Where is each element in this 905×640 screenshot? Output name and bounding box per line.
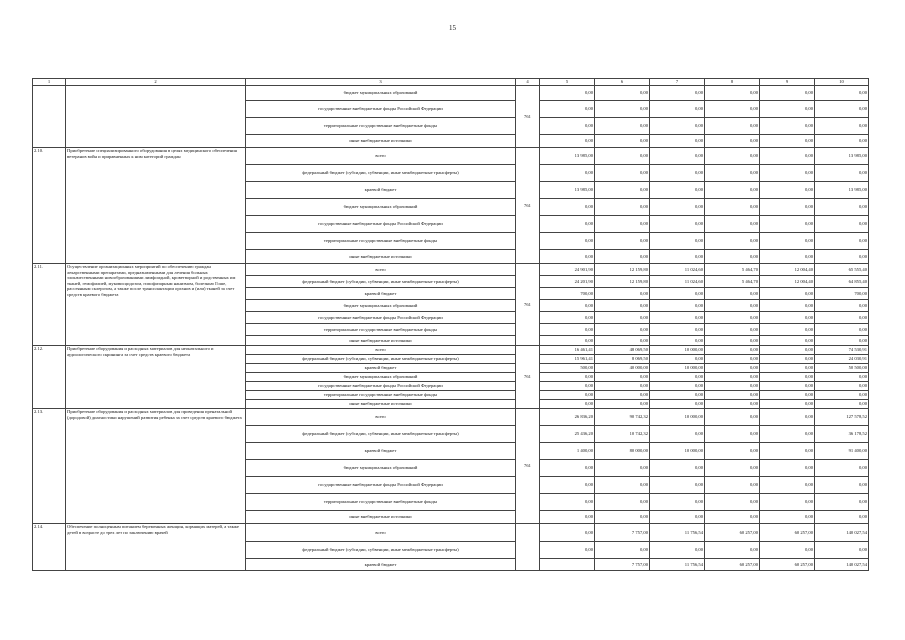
amount-cell: 5 464,70 — [705, 264, 760, 276]
amount-cell: 0,00 — [650, 101, 705, 118]
amount-cell: 0,00 — [650, 148, 705, 165]
amount-cell: 13 985,00 — [815, 148, 869, 165]
amount-cell: 0,00 — [540, 324, 595, 336]
item-name — [66, 86, 246, 148]
funding-source: краевой бюджет — [246, 559, 516, 571]
amount-cell: 0,00 — [595, 165, 650, 182]
amount-cell: 0,00 — [815, 511, 869, 524]
amount-cell: 0,00 — [540, 400, 595, 409]
amount-cell: 0,00 — [650, 511, 705, 524]
item-name: Приобретение оборудования и расходных материалов для неонатального и аудиологического скрининга за счет средств краевого бюджета — [66, 346, 246, 409]
amount-cell: 60 257,00 — [760, 559, 815, 571]
executor-code: 761 — [516, 409, 540, 524]
amount-cell: 0,00 — [650, 400, 705, 409]
funding-source: государственные внебюджетные фонды Российской Федерации — [246, 477, 516, 494]
amount-cell: 0,00 — [815, 391, 869, 400]
amount-cell: 0,00 — [760, 165, 815, 182]
amount-cell: 0,00 — [650, 324, 705, 336]
amount-cell: 0,00 — [705, 312, 760, 324]
amount-cell: 0,00 — [595, 373, 650, 382]
table-row — [33, 264, 869, 276]
amount-cell: 0,00 — [540, 86, 595, 101]
amount-cell: 0,00 — [540, 312, 595, 324]
amount-cell: 0,00 — [650, 460, 705, 477]
amount-cell: 15 961,41 — [540, 355, 595, 364]
amount-cell: 0,00 — [540, 165, 595, 182]
amount-cell: 0,00 — [705, 477, 760, 494]
amount-cell: 0,00 — [760, 391, 815, 400]
amount-cell: 0,00 — [760, 477, 815, 494]
funding-source: бюджет муниципальных образований — [246, 460, 516, 477]
item-name: Приобретение оборудования и расходных материалов для проведения пренатальной (дородовой) диагностики нарушений развития ребенка за счет средств краевого бюджета — [66, 409, 246, 524]
amount-cell: 0,00 — [540, 542, 595, 559]
amount-cell: 0,00 — [705, 364, 760, 373]
amount-cell: 13 985,00 — [540, 182, 595, 199]
amount-cell: 0,00 — [650, 250, 705, 264]
amount-cell: 64 855,40 — [815, 276, 869, 288]
amount-cell: 0,00 — [650, 382, 705, 391]
header-cell: 6 — [595, 79, 650, 86]
amount-cell: 24 901,90 — [540, 264, 595, 276]
amount-cell: 0,00 — [705, 511, 760, 524]
amount-cell: 0,00 — [540, 382, 595, 391]
amount-cell: 10 000,00 — [650, 443, 705, 460]
amount-cell: 0,00 — [595, 477, 650, 494]
amount-cell: 0,00 — [650, 135, 705, 148]
amount-cell: 0,00 — [595, 494, 650, 511]
amount-cell: 0,00 — [760, 199, 815, 216]
item-name: Обеспечение полноценным питанием беременных женщин, кормящих матерей, а также детей в возрасте до трех лет по заключению врачей — [66, 524, 246, 571]
amount-cell: 48 069,50 — [595, 346, 650, 355]
amount-cell: 700,00 — [540, 288, 595, 300]
amount-cell: 0,00 — [760, 443, 815, 460]
item-number: 2.10. — [33, 148, 66, 264]
amount-cell: 74 530,91 — [815, 346, 869, 355]
amount-cell: 0,00 — [595, 101, 650, 118]
table-row — [33, 86, 869, 101]
amount-cell: 0,00 — [595, 250, 650, 264]
amount-cell: 0,00 — [650, 288, 705, 300]
header-row — [33, 79, 869, 86]
page-number: 15 — [449, 24, 456, 32]
executor-code: 761 — [516, 264, 540, 346]
funding-source: всего — [246, 346, 516, 355]
amount-cell: 50 500,00 — [815, 364, 869, 373]
funding-source: федеральный бюджет (субсидии, субвенции, иные межбюджетные трансферты) — [246, 542, 516, 559]
amount-cell: 0,00 — [540, 336, 595, 346]
amount-cell: 0,00 — [815, 382, 869, 391]
amount-cell: 0,00 — [815, 494, 869, 511]
header-cell: 9 — [760, 79, 815, 86]
executor-code — [516, 524, 540, 571]
amount-cell: 5 464,70 — [705, 276, 760, 288]
amount-cell: 0,00 — [705, 382, 760, 391]
amount-cell: 0,00 — [760, 336, 815, 346]
amount-cell: 0,00 — [595, 216, 650, 233]
amount-cell: 0,00 — [815, 216, 869, 233]
amount-cell: 0,00 — [760, 346, 815, 355]
amount-cell: 0,00 — [705, 460, 760, 477]
amount-cell: 700,00 — [815, 288, 869, 300]
amount-cell: 0,00 — [705, 182, 760, 199]
amount-cell: 0,00 — [815, 165, 869, 182]
funding-source: федеральный бюджет (субсидии, субвенции, иные межбюджетные трансферты) — [246, 426, 516, 443]
amount-cell: 0,00 — [815, 460, 869, 477]
amount-cell: 0,00 — [540, 460, 595, 477]
amount-cell: 0,00 — [705, 400, 760, 409]
amount-cell: 65 555,40 — [815, 264, 869, 276]
amount-cell: 40 000,00 — [595, 364, 650, 373]
item-number: 2.13. — [33, 409, 66, 524]
header-cell: 2 — [66, 79, 246, 86]
amount-cell: 26 836,20 — [540, 409, 595, 426]
amount-cell: 0,00 — [815, 118, 869, 135]
amount-cell: 60 257,00 — [705, 559, 760, 571]
amount-cell: 12 159,80 — [595, 276, 650, 288]
amount-cell: 60 257,00 — [760, 524, 815, 542]
amount-cell: 0,00 — [540, 199, 595, 216]
amount-cell: 0,00 — [540, 511, 595, 524]
amount-cell: 0,00 — [705, 216, 760, 233]
amount-cell: 0,00 — [760, 118, 815, 135]
amount-cell: 0,00 — [595, 336, 650, 346]
amount-cell: 0,00 — [595, 86, 650, 101]
amount-cell: 0,00 — [540, 524, 595, 542]
amount-cell: 0,00 — [760, 324, 815, 336]
amount-cell: 0,00 — [760, 101, 815, 118]
header-cell: 1 — [33, 79, 66, 86]
table-row — [33, 409, 869, 426]
funding-source: бюджет муниципальных образований — [246, 300, 516, 312]
amount-cell: 0,00 — [815, 542, 869, 559]
amount-cell: 0,00 — [595, 148, 650, 165]
amount-cell: 10 742,32 — [595, 426, 650, 443]
amount-cell: 0,00 — [815, 135, 869, 148]
amount-cell — [540, 559, 595, 571]
amount-cell: 0,00 — [540, 477, 595, 494]
funding-source: иные внебюджетные источники — [246, 400, 516, 409]
amount-cell: 0,00 — [705, 409, 760, 426]
amount-cell: 0,00 — [705, 542, 760, 559]
amount-cell: 0,00 — [540, 101, 595, 118]
amount-cell: 140 027,54 — [815, 559, 869, 571]
amount-cell: 0,00 — [650, 118, 705, 135]
amount-cell: 0,00 — [705, 148, 760, 165]
header-cell: 8 — [705, 79, 760, 86]
funding-source: бюджет муниципальных образований — [246, 373, 516, 382]
amount-cell: 0,00 — [760, 382, 815, 391]
item-number: 2.14. — [33, 524, 66, 571]
funding-source: краевой бюджет — [246, 288, 516, 300]
amount-cell: 0,00 — [760, 494, 815, 511]
funding-source: государственные внебюджетные фонды Российской Федерации — [246, 216, 516, 233]
amount-cell: 0,00 — [760, 148, 815, 165]
amount-cell: 0,00 — [595, 460, 650, 477]
amount-cell: 11 024,60 — [650, 276, 705, 288]
amount-cell: 10 000,00 — [650, 364, 705, 373]
amount-cell: 90 742,32 — [595, 409, 650, 426]
amount-cell: 12 159,80 — [595, 264, 650, 276]
amount-cell: 0,00 — [815, 199, 869, 216]
funding-source: территориальные государственные внебюджетные фонды — [246, 118, 516, 135]
amount-cell: 0,00 — [705, 199, 760, 216]
header-cell: 10 — [815, 79, 869, 86]
budget-table — [32, 78, 869, 571]
amount-cell: 7 757,00 — [595, 559, 650, 571]
amount-cell: 60 257,00 — [705, 524, 760, 542]
amount-cell: 0,00 — [705, 300, 760, 312]
amount-cell: 7 757,00 — [595, 524, 650, 542]
amount-cell: 0,00 — [595, 118, 650, 135]
amount-cell: 12 004,40 — [760, 264, 815, 276]
amount-cell: 0,00 — [760, 460, 815, 477]
amount-cell: 0,00 — [760, 288, 815, 300]
amount-cell: 0,00 — [595, 233, 650, 250]
amount-cell: 0,00 — [540, 135, 595, 148]
amount-cell: 10 000,00 — [650, 346, 705, 355]
amount-cell: 140 027,54 — [815, 524, 869, 542]
amount-cell: 1 400,00 — [540, 443, 595, 460]
amount-cell: 0,00 — [760, 86, 815, 101]
amount-cell: 0,00 — [650, 355, 705, 364]
amount-cell: 0,00 — [595, 324, 650, 336]
amount-cell: 0,00 — [760, 233, 815, 250]
header-cell: 7 — [650, 79, 705, 86]
amount-cell: 0,00 — [705, 355, 760, 364]
amount-cell: 0,00 — [650, 336, 705, 346]
amount-cell: 0,00 — [815, 101, 869, 118]
amount-cell: 0,00 — [815, 336, 869, 346]
table-body — [33, 79, 869, 571]
amount-cell: 0,00 — [540, 233, 595, 250]
amount-cell: 0,00 — [650, 542, 705, 559]
amount-cell: 16 461,41 — [540, 346, 595, 355]
header-cell: 4 — [516, 79, 540, 86]
table-row — [33, 346, 869, 355]
amount-cell: 0,00 — [760, 511, 815, 524]
funding-source: государственные внебюджетные фонды Российской Федерации — [246, 382, 516, 391]
amount-cell: 0,00 — [650, 86, 705, 101]
amount-cell: 0,00 — [650, 300, 705, 312]
amount-cell: 0,00 — [705, 336, 760, 346]
amount-cell: 0,00 — [540, 118, 595, 135]
amount-cell: 0,00 — [815, 300, 869, 312]
funding-source: бюджет муниципальных образований — [246, 86, 516, 101]
header-cell: 3 — [246, 79, 516, 86]
amount-cell: 0,00 — [815, 324, 869, 336]
table-row — [33, 148, 869, 165]
table-row — [33, 524, 869, 542]
amount-cell: 0,00 — [595, 135, 650, 148]
executor-code: 761 — [516, 148, 540, 264]
amount-cell: 0,00 — [595, 300, 650, 312]
funding-source: бюджет муниципальных образований — [246, 199, 516, 216]
item-number: 2.11. — [33, 264, 66, 346]
amount-cell: 0,00 — [650, 233, 705, 250]
item-name: Приобретение специализированного оборудования в целях медицинского обеспечения ветеранов войн и приравненных к ним категорий граждан — [66, 148, 246, 264]
amount-cell: 500,00 — [540, 364, 595, 373]
amount-cell: 0,00 — [760, 364, 815, 373]
funding-source: федеральный бюджет (субсидии, субвенции, иные межбюджетные трансферты) — [246, 165, 516, 182]
funding-source: государственные внебюджетные фонды Российской Федерации — [246, 312, 516, 324]
funding-source: краевой бюджет — [246, 443, 516, 460]
amount-cell: 0,00 — [705, 426, 760, 443]
funding-source: иные внебюджетные источники — [246, 135, 516, 148]
amount-cell: 0,00 — [705, 494, 760, 511]
amount-cell: 0,00 — [540, 391, 595, 400]
amount-cell: 0,00 — [760, 300, 815, 312]
amount-cell: 0,00 — [540, 216, 595, 233]
amount-cell: 0,00 — [595, 542, 650, 559]
amount-cell: 0,00 — [540, 494, 595, 511]
amount-cell: 24 030,91 — [815, 355, 869, 364]
amount-cell: 0,00 — [595, 400, 650, 409]
amount-cell: 24 201,90 — [540, 276, 595, 288]
amount-cell: 0,00 — [650, 165, 705, 182]
amount-cell: 0,00 — [705, 86, 760, 101]
amount-cell: 36 178,52 — [815, 426, 869, 443]
amount-cell: 0,00 — [760, 373, 815, 382]
amount-cell: 127 578,52 — [815, 409, 869, 426]
amount-cell: 0,00 — [760, 250, 815, 264]
amount-cell: 0,00 — [760, 542, 815, 559]
amount-cell: 0,00 — [595, 312, 650, 324]
amount-cell: 0,00 — [650, 216, 705, 233]
amount-cell: 11 756,54 — [650, 559, 705, 571]
amount-cell: 0,00 — [705, 250, 760, 264]
amount-cell: 0,00 — [815, 477, 869, 494]
amount-cell: 0,00 — [760, 182, 815, 199]
amount-cell: 0,00 — [705, 373, 760, 382]
amount-cell: 0,00 — [705, 346, 760, 355]
amount-cell: 0,00 — [815, 312, 869, 324]
funding-source: федеральный бюджет (субсидии, субвенции, иные межбюджетные трансферты) — [246, 276, 516, 288]
amount-cell: 0,00 — [650, 312, 705, 324]
amount-cell: 13 985,00 — [540, 148, 595, 165]
amount-cell: 0,00 — [650, 182, 705, 199]
amount-cell: 0,00 — [705, 233, 760, 250]
amount-cell: 0,00 — [595, 288, 650, 300]
amount-cell: 0,00 — [650, 391, 705, 400]
funding-source: иные внебюджетные источники — [246, 336, 516, 346]
funding-source: государственные внебюджетные фонды Российской Федерации — [246, 101, 516, 118]
funding-source: иные внебюджетные источники — [246, 511, 516, 524]
funding-source: краевой бюджет — [246, 182, 516, 199]
amount-cell: 0,00 — [760, 135, 815, 148]
amount-cell: 0,00 — [650, 373, 705, 382]
amount-cell: 0,00 — [815, 233, 869, 250]
amount-cell: 0,00 — [595, 391, 650, 400]
funding-source: территориальные государственные внебюджетные фонды — [246, 324, 516, 336]
funding-source: всего — [246, 148, 516, 165]
amount-cell: 0,00 — [760, 426, 815, 443]
amount-cell: 0,00 — [650, 426, 705, 443]
funding-source: территориальные государственные внебюджетные фонды — [246, 233, 516, 250]
executor-code: 761 — [516, 86, 540, 148]
amount-cell: 0,00 — [540, 250, 595, 264]
amount-cell: 0,00 — [760, 355, 815, 364]
executor-code: 761 — [516, 346, 540, 409]
amount-cell: 0,00 — [650, 199, 705, 216]
amount-cell: 0,00 — [760, 400, 815, 409]
amount-cell: 0,00 — [760, 409, 815, 426]
item-name: Осуществление организационных мероприятий по обеспечению граждан лекарственными препаратами, предназначенными для лечения больных злокачественными новообразованиями лимфоидной, кроветворной и родственных им тканей, гемофилией, муковисцидозом, гипофизарным нанизмом, болезнью Гоше, рассеянным склерозом, а также после трансплантации органов и (или) тканей за счет средств краевого бюджета — [66, 264, 246, 346]
amount-cell: 0,00 — [705, 288, 760, 300]
amount-cell: 25 436,20 — [540, 426, 595, 443]
funding-source: краевой бюджет — [246, 364, 516, 373]
amount-cell: 0,00 — [815, 86, 869, 101]
amount-cell: 0,00 — [705, 391, 760, 400]
amount-cell: 11 756,54 — [650, 524, 705, 542]
amount-cell: 0,00 — [705, 443, 760, 460]
amount-cell: 0,00 — [595, 182, 650, 199]
item-number: 2.12. — [33, 346, 66, 409]
amount-cell: 0,00 — [760, 216, 815, 233]
amount-cell: 0,00 — [815, 250, 869, 264]
amount-cell: 0,00 — [815, 400, 869, 409]
amount-cell: 0,00 — [540, 373, 595, 382]
amount-cell: 0,00 — [650, 477, 705, 494]
funding-source: территориальные государственные внебюджетные фонды — [246, 391, 516, 400]
amount-cell: 10 000,00 — [650, 409, 705, 426]
amount-cell: 12 004,40 — [760, 276, 815, 288]
amount-cell: 0,00 — [705, 118, 760, 135]
amount-cell: 8 069,50 — [595, 355, 650, 364]
amount-cell: 13 985,00 — [815, 182, 869, 199]
amount-cell: 0,00 — [705, 324, 760, 336]
amount-cell: 91 400,00 — [815, 443, 869, 460]
amount-cell: 0,00 — [760, 312, 815, 324]
funding-source: всего — [246, 524, 516, 542]
amount-cell: 0,00 — [815, 373, 869, 382]
amount-cell: 0,00 — [650, 494, 705, 511]
header-cell: 5 — [540, 79, 595, 86]
funding-source: всего — [246, 409, 516, 426]
funding-source: федеральный бюджет (субсидии, субвенции, иные межбюджетные трансферты) — [246, 355, 516, 364]
amount-cell: 0,00 — [595, 199, 650, 216]
amount-cell: 80 000,00 — [595, 443, 650, 460]
amount-cell: 0,00 — [595, 382, 650, 391]
amount-cell: 0,00 — [540, 300, 595, 312]
amount-cell: 0,00 — [705, 135, 760, 148]
amount-cell: 11 024,60 — [650, 264, 705, 276]
funding-source: всего — [246, 264, 516, 276]
amount-cell: 0,00 — [705, 101, 760, 118]
item-number — [33, 86, 66, 148]
amount-cell: 0,00 — [595, 511, 650, 524]
amount-cell: 0,00 — [705, 165, 760, 182]
funding-source: иные внебюджетные источники — [246, 250, 516, 264]
funding-source: территориальные государственные внебюджетные фонды — [246, 494, 516, 511]
